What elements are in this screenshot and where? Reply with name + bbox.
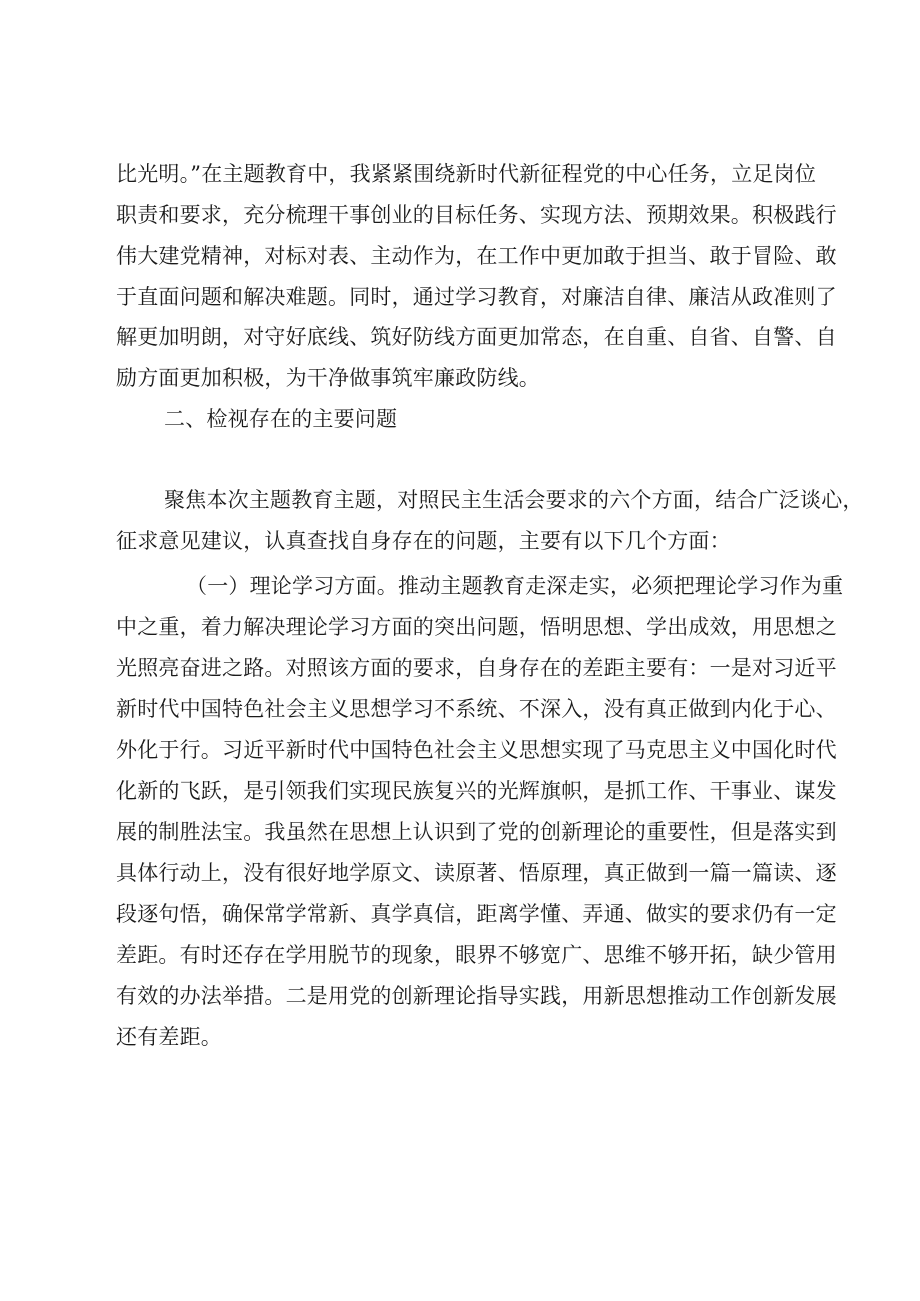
text-line: 具体行动上，没有很好地学原文、读原著、悟原理，真正做到一篇一篇读、逐 [116, 861, 837, 885]
text-line: 比光明。”在主题教育中，我紧紧围绕新时代新征程党的中心任务，立足岗位 [116, 162, 817, 186]
text-line: 征求意见建议，认真查找自身存在的问题，主要有以下几个方面： [116, 529, 731, 553]
text-line: 聚焦本次主题教育主题，对照民主生活会要求的六个方面，结合广泛谈心， [164, 488, 864, 512]
text-line: 光照亮奋进之路。对照该方面的要求，自身存在的差距主要有：一是对习近平 [116, 656, 837, 680]
text-line: 化新的飞跃，是引领我们实现民族复兴的光辉旗帜，是抓工作、干事业、谋发 [116, 779, 837, 803]
text-line: 励方面更加积极，为干净做事筑牢廉政防线。 [116, 366, 540, 390]
text-line: 差距。有时还存在学用脱节的现象，眼界不够宽广、思维不够开拓，缺少管用 [116, 943, 837, 967]
text-line: 还有差距。 [116, 1025, 222, 1049]
text-line: 外化于行。习近平新时代中国特色社会主义思想实现了马克思主义中国化时代 [116, 738, 837, 762]
text-line: 解更加明朗，对守好底线、筑好防线方面更加常态，在自重、自省、自警、自 [116, 325, 837, 349]
text-line: 职责和要求，充分梳理干事创业的目标任务、实现方法、预期效果。积极践行 [116, 203, 837, 227]
text-line: 有效的办法举措。二是用党的创新理论指导实践，用新思想推动工作创新发展 [116, 984, 837, 1008]
text-line: 展的制胜法宝。我虽然在思想上认识到了党的创新理论的重要性，但是落实到 [116, 820, 837, 844]
section-heading: 二、检视存在的主要问题 [164, 407, 398, 431]
text-line: 于直面问题和解决难题。同时，通过学习教育，对廉洁自律、廉洁从政准则了 [116, 285, 837, 309]
text-line: 中之重，着力解决理论学习方面的突出问题，悟明思想、学出成效，用思想之 [116, 615, 837, 639]
text-line: （一）理论学习方面。推动主题教育走深走实，必须把理论学习作为重 [186, 574, 844, 598]
text-line: 新时代中国特色社会主义思想学习不系统、不深入，没有真正做到内化于心、 [116, 697, 837, 721]
text-line: 段逐句悟，确保常学常新、真学真信，距离学懂、弄通、做实的要求仍有一定 [116, 902, 837, 926]
text-line: 伟大建党精神，对标对表、主动作为，在工作中更加敢于担当、敢于冒险、敢 [116, 244, 837, 268]
